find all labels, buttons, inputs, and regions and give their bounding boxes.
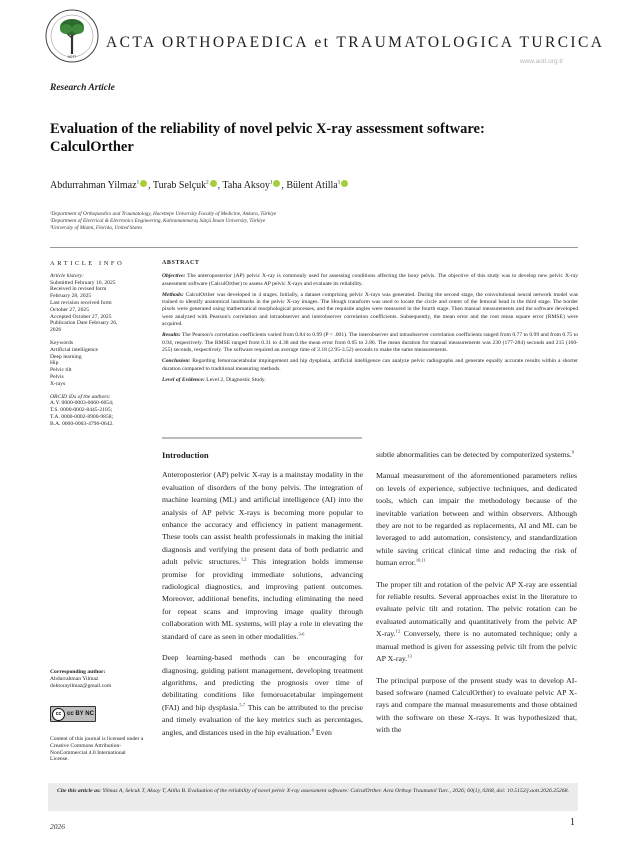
author-name: Bülent Atilla bbox=[286, 180, 338, 191]
orcid-icon[interactable] bbox=[210, 180, 217, 187]
orcid-icon[interactable] bbox=[341, 180, 348, 187]
article-type: Research Article bbox=[50, 83, 115, 93]
journal-title: ACTA ORTHOPAEDICA et TRAUMATOLOGICA TURCICA bbox=[106, 34, 605, 51]
orcid-item: A.Y. 0000-0003-0060-6654; bbox=[50, 400, 114, 407]
corresponding-label: Corresponding author: bbox=[50, 669, 106, 675]
orcid-list bbox=[50, 400, 145, 427]
author-affiliation-marker: 1 bbox=[136, 180, 140, 186]
right-paragraph-2: The proper tilt and rotation of the pelvic AP X-ray are essential for reliable results. Several approaches exist in the literature to evaluate pelvic tilt and rotation. The pelvic rotation can be evaluated automatically and quantitatively from the pelvic AP X-ray.$^{12}$ Conversely, there is no automated technique; only a manual method is given for assessing pelvic tilt from the pelvic AP X-ray.$^{13}$ bbox=[376, 579, 577, 664]
keyword-item: Pelvic tilt bbox=[50, 367, 72, 374]
cc-icon: cc bbox=[52, 708, 65, 721]
orcid-label: ORCID iDs of the authors: bbox=[50, 393, 111, 400]
abstract-heading: ABSTRACT bbox=[162, 260, 200, 266]
abstract-evidence: Level of Evidence: Level 2, Diagnostic Study. bbox=[162, 376, 266, 383]
abstract-divider bbox=[162, 437, 362, 439]
abstract bbox=[162, 260, 578, 388]
journal-url[interactable]: www.aott.org.tr bbox=[520, 58, 564, 65]
history-item: Publication Date February 26, bbox=[50, 320, 118, 327]
keyword-item: Deep learning bbox=[50, 353, 82, 360]
history-item: Last revision received form bbox=[50, 299, 112, 306]
author-affiliation-marker: 2 bbox=[206, 180, 209, 186]
history-item: February 28, 2025 bbox=[50, 293, 92, 300]
abstract-objective: Objective: The anteroposterior (AP) pelvic X-ray is commonly used for assessing conditions affecting the bony pelvis. The objective of this study was to develop new pelvic X-ray assessment software (CalculOrther) to assess AP pelvic X-rays and evaluate its reliability. bbox=[162, 273, 578, 287]
author-name: Abdurrahman Yilmaz bbox=[50, 180, 137, 191]
orcid-item: T.A. 0000-0002-8900-9858; bbox=[50, 413, 114, 420]
history-item: Accepted October 27, 2025 bbox=[50, 313, 112, 320]
right-paragraph-0: subtle abnormalities can be detected by computerized systems.$^9$ bbox=[376, 449, 574, 459]
citation-text: Cite this article as: Yilmaz A, Selcuk T, Aksoy T, Atilla B. Evaluation of the reliability of novel pelvic X-ray assessment software: CalculOrther. Acta Orthop Traumatol Turc., 2026; 60(1), 0268, doi: 10.5152/j.aott.2026.25268. bbox=[57, 788, 569, 794]
author-affiliation-marker: 1 bbox=[337, 180, 341, 186]
page-number: 1 bbox=[570, 817, 575, 828]
society-logo-icon bbox=[44, 8, 100, 64]
license-text: Content of this journal is licensed under a Creative Commons Attribution-NonCommercial 4.0 International License. bbox=[50, 736, 144, 763]
orcid-item: B.A. 0000-0003-4796-0642. bbox=[50, 420, 114, 427]
svg-text:AOTT: AOTT bbox=[67, 55, 77, 59]
corresponding-name: Abdurrahman Yilmaz bbox=[50, 675, 99, 682]
body-left-column bbox=[162, 449, 363, 748]
author-name: Turab Selçuk bbox=[152, 180, 207, 191]
abstract-methods: Methods: CalculOrther was developed in 4 stages. Initially, a dataset comprising pelvic X-rays was generated. During the second stage, the convolutional neural network model was trained to identify anatomical landmarks in the pelvic X-ray images. The Hough transform was used to locate the circle and center of the femoral head in the third stage. The border pixels were generated using mathematical morphological processes, and the requisite angles were measured in the fourth stage. Then manual measurements and the software developed were analyzed with Pearson's correlation and intraobserver and interobserver correlation coefficients. Subsequently, the mean error and the root mean square error (RMSE) were acquired. bbox=[162, 291, 578, 328]
history-item: Received in revised form bbox=[50, 286, 107, 293]
right-paragraph-3: The principal purpose of the present study was to develop AI-based software (named CalculOrther) to evaluate pelvic AP X-rays and compare the manual measurements and those obtained with the software on these X-rays. It was hypothesized that, with the bbox=[376, 675, 577, 735]
article-title: Evaluation of the reliability of novel pelvic X-ray assessment software: CalculOrther bbox=[50, 121, 485, 155]
author-affiliation-marker: 1 bbox=[269, 180, 273, 186]
history-item: October 27, 2025 bbox=[50, 306, 89, 313]
author-name: Taha Aksoy bbox=[222, 180, 270, 191]
cc-license-badge[interactable] bbox=[50, 706, 96, 722]
corresponding-email[interactable]: doktorayilmaz@gmail.com bbox=[50, 682, 112, 689]
history-item: 2026 bbox=[50, 327, 62, 334]
author-separator: , bbox=[281, 180, 287, 191]
affiliation-3: ³University of Miami, Florida, United States bbox=[50, 225, 143, 231]
keyword-item: Pelvis bbox=[50, 373, 64, 380]
footer-year: 2026 bbox=[50, 822, 65, 831]
intro-paragraph-1: Anteroposterior (AP) pelvic X-ray is a mainstay modality in the evaluation of disorders of the bony pelvis. The integration of machine learning (ML) and artificial intelligence (AI) into the analysis of AP pelvic X-rays is becoming more popular to enhance the accuracy and efficiency in patient management. These tools can assist health professionals in making the initial diagnosis and verifying the present data of both pediatric and adult pelvic structures.$^{1,2}$ This integration holds immense promise for providing immediate solutions, advancing radiological diagnostics, and improving patient outcomes. Moreover, additional benefits, including eliminating the need for repeat scans and improving image quality through collaboration with ML systems, will play a role in elevating the standard of care as seen in other modalities.$^{3-6}$ bbox=[162, 470, 363, 641]
cc-badge-label: cc BY NC bbox=[67, 711, 94, 717]
body-right-column bbox=[376, 449, 577, 746]
keyword-item: Hip bbox=[50, 360, 59, 367]
keyword-item: X-rays bbox=[50, 380, 66, 387]
abstract-results: Results: The Pearson's correlation coefficients varied from 0.84 to 0.99 (P < .001). The interobserver and intraobserver correlation coefficients ranged from 0.77 to 0.99 and from 0.75 to 0.94, respectively. The RMSE ranged from 0.31 to 4.38 and the mean error from 0.05 to 2.86. The mean duration for manual measurements was 230 (177-284) seconds and 215 (160-255) seconds, respectively. The software required an average time of 3.18 (2.95-3.52) seconds to make the same measurements. bbox=[162, 332, 578, 353]
keywords-label: Keywords bbox=[50, 339, 73, 346]
article-info-heading: ARTICLE INFO bbox=[50, 260, 125, 267]
header-divider bbox=[50, 247, 578, 248]
author-list bbox=[50, 180, 349, 191]
orcid-icon[interactable] bbox=[273, 180, 280, 187]
history-list bbox=[50, 280, 145, 334]
affiliation-1: ¹Department of Orthopaedics and Traumatology, Hacettepe University Faculty of Medicine, Ankara, Türkiye bbox=[50, 211, 277, 217]
right-paragraph-1: Manual measurement of the aforementioned parameters relies on levels of experience, subjective techniques, and dedicated tools, which can impair the methodology because of the inevitable variation between and within observers. Although they are not to be regarded as replacements, AI and ML can be leveraged to add automation, consistency, and standardization while saving critical clinical time and reducing the risk of human error.$^{10,11}$ bbox=[376, 471, 577, 568]
keywords-list bbox=[50, 347, 145, 388]
author-separator: , bbox=[148, 180, 153, 191]
author-separator: , bbox=[217, 180, 223, 191]
history-item: Submitted February 16, 2025 bbox=[50, 279, 116, 286]
article-info bbox=[50, 261, 145, 428]
keyword-item: Artificial intelligence bbox=[50, 346, 98, 353]
affiliation-2: ²Department of Electrical & Electronics Engineering, Kahramanmaraş Sütçü İmam University, Türkiye bbox=[50, 218, 266, 224]
intro-paragraph-2: Deep learning-based methods can be encouraging for diagnosing, guiding patient management, developing treatment algorithms, and predicting the prognosis over time of debilitating conditions like femoroacetabular impingement (FAI) and hip dysplasia.$^{5-7}$ This can be attributed to the precise and timely evaluation of the key metrics such as percentages, angles, and distances used in the hip evaluation.$^8$ Even bbox=[162, 653, 363, 737]
corresponding-author bbox=[50, 669, 145, 689]
history-label: Article history: bbox=[50, 272, 85, 279]
introduction-heading: Introduction bbox=[162, 450, 209, 460]
abstract-conclusion: Conclusion: Regarding femoroacetabular impingement and hip dysplasia, artificial intelligence can analyze pelvic radiographs and generate equally accurate results within a shorter duration compared to traditional measuring methods. bbox=[162, 358, 578, 372]
orcid-item: T.S. 0000-0002-8445-2105; bbox=[50, 407, 113, 414]
orcid-icon[interactable] bbox=[140, 180, 147, 187]
